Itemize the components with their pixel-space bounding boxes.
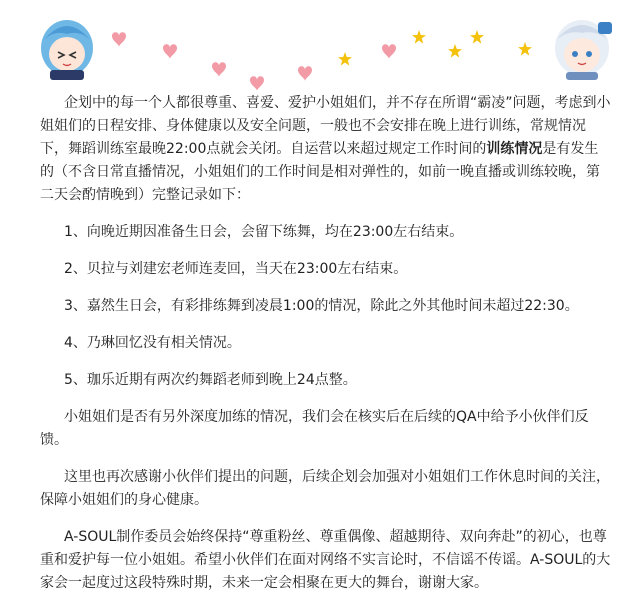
list-item: 1、向晚近期因准备生日会，会留下练舞，均在23:00左右结束。 <box>64 224 464 240</box>
list-item: 4、乃琳回忆没有相关情况。 <box>64 335 241 351</box>
announcement-body <box>0 92 640 595</box>
chibi-girl-white-hair-icon <box>555 20 612 80</box>
list-item: 2、贝拉与刘建宏老师连麦回，当天在23:00左右结束。 <box>64 261 408 277</box>
star-icon <box>338 30 532 66</box>
followup-paragraph: 小姐姐们是否有另外深度加练的情况，我们会在核实后在后续的QA中给予小伙伴们反馈。 <box>40 409 589 448</box>
list-item: 3、嘉然生日会，有彩排练舞到凌晨1:00的情况，除此之外其他时间未超过22:30。 <box>64 298 579 314</box>
intro-bold-text: 训练情况 <box>486 141 543 157</box>
heart-icon <box>112 32 396 90</box>
decorative-banner <box>0 0 640 90</box>
closing-paragraph: A-SOUL制作委员会始终保持“尊重粉丝、尊重偶像、超越期待、双向奔赴”的初心，也尊重和爱护每一位小姐姐。希望小伙伴们在面对网络不实言论时，不信谣不传谣。A-SOUL的大家会一起度过这段特殊时期，未来一定会相聚在更大的舞台，谢谢大家。 <box>40 529 611 591</box>
intro-paragraph <box>40 92 612 207</box>
chibi-girl-blue-hair-icon <box>41 20 93 80</box>
intro-text-cont: 是有发生的（不含日常直播情况，小姐姐们的工作时间是相对弹性的，如前一晚直播或训练较晚，第二天会酌情晚到）完整记录如下： <box>40 141 600 203</box>
thanks-paragraph: 这里也再次感谢小伙伴们提出的问题，后续企划会加强对小姐姐们工作休息时间的关注，保障小姐姐们的身心健康。 <box>40 469 610 508</box>
intro-text: 企划中的每一个人都很尊重、喜爱、爱护小姐姐们，并不存在所谓“霸凌”问题，考虑到小姐姐们的日程安排、身体健康以及安全问题，一般也不会安排在晚上进行训练，常规情况下，舞蹈训练室最晚22:00点就会关闭。自运营以来超过规定工作时间的 <box>40 95 611 157</box>
list-item: 5、珈乐近期有两次约舞蹈老师到晚上24点整。 <box>64 372 357 388</box>
